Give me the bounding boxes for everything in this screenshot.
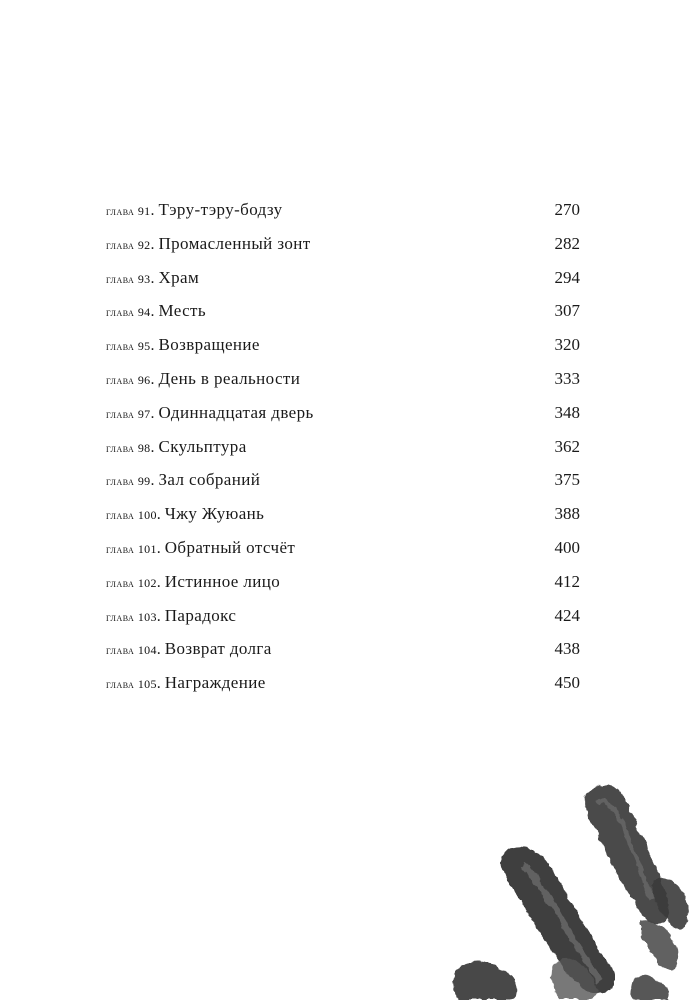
chapter-title: Награждение [164,673,266,693]
chapter-title: Парадокс [164,605,237,625]
toc-entry[interactable]: глава 105. Награждение 450 [106,666,580,700]
page-number: 333 [554,368,580,388]
chapter-label: глава 103 [106,609,157,624]
chapter-number: 92 [137,237,151,252]
page-number: 424 [554,605,580,625]
toc-entry[interactable]: глава 98. Скульптура 362 [106,430,580,464]
chapter-number: 104 [137,643,157,658]
toc-entry[interactable]: глава 99. Зал собраний 375 [106,463,580,497]
toc-entry[interactable]: глава 91. Тэру-тэру-бодзу 270 [106,193,580,227]
chapter-title: Обратный отсчёт [164,537,296,557]
chapter-label: глава 98 [106,440,151,455]
chapter-title: Одиннадцатая дверь [158,402,314,422]
chapter-label: глава 102 [106,575,157,590]
chapter-number: 97 [137,406,151,421]
toc-entry[interactable]: глава 92. Промасленный зонт 282 [106,227,580,261]
chapter-label: глава 99 [106,474,151,489]
toc-entry[interactable]: глава 93. Храм 294 [106,261,580,295]
page-number: 362 [554,436,580,456]
page-number: 438 [554,639,580,659]
toc-entry[interactable]: глава 97. Одиннадцатая дверь 348 [106,396,580,430]
chapter-number: 94 [137,305,151,320]
chapter-number: 103 [137,609,157,624]
chapter-label: глава 91 [106,204,151,218]
chapter-number: 93 [137,271,151,286]
chapter-number: 98 [137,440,151,455]
page-number: 348 [554,402,580,422]
chapter-title: День в реальности [158,368,301,388]
page-number: 294 [554,267,580,287]
chapter-label: глава 101 [106,541,157,556]
toc-entry[interactable]: глава 95. Возвращение 320 [106,328,580,362]
chapter-number: 100 [137,508,157,523]
chapter-label: глава 104 [106,643,157,658]
chapter-label: глава 105 [106,677,157,692]
toc-entry[interactable]: глава 101. Обратный отсчёт 400 [106,531,580,565]
chapter-title: Возвращение [158,335,260,355]
chapter-number: 102 [137,575,157,590]
chapter-label: глава 97 [106,406,151,421]
page-number: 388 [554,504,580,524]
chapter-number: 91 [137,204,151,218]
brush-stroke [453,961,517,1000]
toc-entry[interactable]: глава 103. Парадокс 424 [106,599,580,633]
chapter-label: глава 96 [106,372,151,387]
page-number: 307 [554,301,580,321]
chapter-title: Храм [158,267,200,287]
toc-entry[interactable]: глава 102. Истинное лицо 412 [106,565,580,599]
toc-entry[interactable]: глава 104. Возврат долга 438 [106,632,580,666]
chapter-number: 96 [137,372,151,387]
page-number: 270 [554,200,580,219]
chapter-label: глава 94 [106,305,151,320]
brush-stroke [631,975,670,1000]
chapter-title: Промасленный зонт [158,233,311,253]
chapter-title: Скульптура [158,436,247,456]
chapter-label: глава 92 [106,237,151,252]
chapter-number: 99 [137,474,151,489]
page-number: 375 [554,470,580,490]
page-number: 282 [554,233,580,253]
page-number: 412 [554,571,580,591]
page-number: 450 [554,673,580,693]
chapter-number: 105 [137,677,157,692]
page-number: 320 [554,335,580,355]
chapter-title: Истинное лицо [164,571,281,591]
chapter-number: 95 [137,339,151,354]
toc-entry[interactable]: глава 94. Месть 307 [106,294,580,328]
chapter-label: глава 100 [106,508,157,523]
toc-entry[interactable]: глава 100. Чжу Жуюань 388 [106,497,580,531]
chapter-label: глава 95 [106,339,151,354]
page-number: 400 [554,537,580,557]
ink-brush-strokes-icon [440,770,691,1000]
chapter-title: Месть [158,301,207,321]
toc-entry[interactable]: глава 96. День в реальности 333 [106,362,580,396]
chapter-label: глава 93 [106,271,151,286]
chapter-number: 101 [137,541,157,556]
chapter-title: Чжу Жуюань [164,504,265,524]
chapter-title: Возврат долга [164,639,272,659]
table-of-contents [106,193,580,700]
chapter-title: Тэру-тэру-бодзу [158,200,283,219]
chapter-title: Зал собраний [158,470,261,490]
